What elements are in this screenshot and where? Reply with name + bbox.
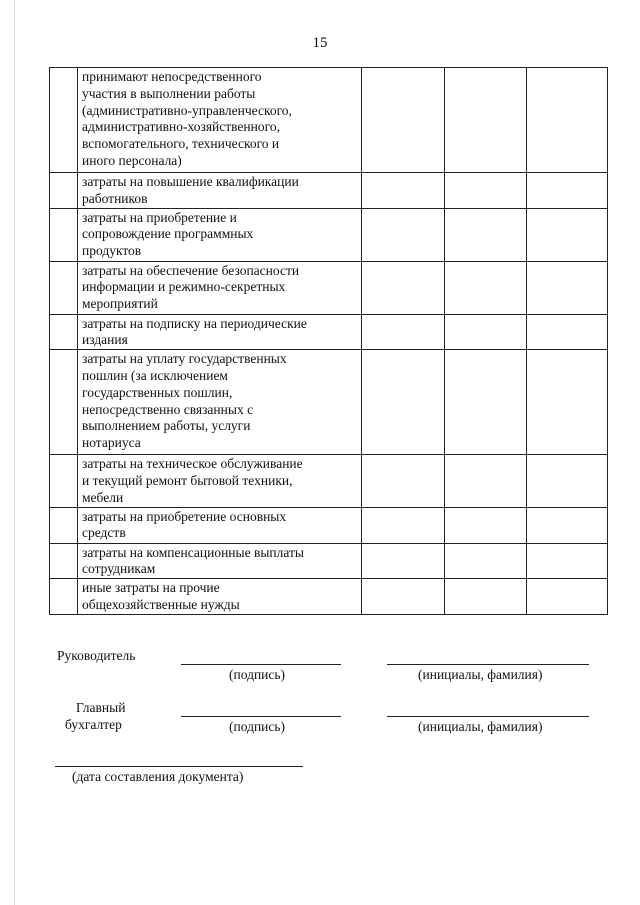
value-cell-2 (445, 68, 527, 173)
value-cell-2 (445, 314, 527, 350)
value-cell-2 (445, 543, 527, 579)
value-cell-1 (362, 507, 445, 543)
row-number-cell (50, 314, 78, 350)
row-label-cell (78, 208, 362, 261)
row-label: затраты на приобретение и сопровождение программных продуктов (82, 209, 254, 259)
value-cell-1 (362, 350, 445, 455)
head-signature-line (181, 664, 341, 665)
value-cell-3 (527, 314, 608, 350)
value-cell-2 (445, 173, 527, 209)
value-cell-2 (445, 261, 527, 314)
value-cell-2 (445, 208, 527, 261)
table-row (50, 173, 608, 209)
value-cell-1 (362, 543, 445, 579)
row-label: затраты на подписку на периодические издания (82, 315, 307, 348)
value-cell-1 (362, 68, 445, 173)
row-label-cell (78, 350, 362, 455)
table-row (50, 455, 608, 507)
value-cell-2 (445, 507, 527, 543)
value-cell-1 (362, 173, 445, 209)
value-cell-1 (362, 579, 445, 615)
accountant-initials-line (387, 716, 589, 717)
date-line (55, 766, 303, 767)
row-label: принимают непосредственного участия в выполнении работы (административно-управленческого, административно-хозяйственного, вспомогательного, технического и иного персонала) (82, 69, 292, 168)
page-number: 15 (312, 35, 328, 51)
row-label: затраты на компенсационные выплаты сотрудникам (82, 544, 304, 577)
row-number-cell (50, 455, 78, 507)
table-row (50, 579, 608, 615)
value-cell-1 (362, 314, 445, 350)
date-hint: (дата составления документа) (72, 769, 244, 784)
table-row (50, 208, 608, 261)
head-initials-hint: (инициалы, фамилия) (418, 667, 543, 682)
row-number-cell (50, 68, 78, 173)
value-cell-3 (527, 350, 608, 455)
value-cell-3 (527, 455, 608, 507)
row-number-cell (50, 507, 78, 543)
value-cell-3 (527, 173, 608, 209)
table-row (50, 543, 608, 579)
row-label-cell (78, 507, 362, 543)
page-edge (14, 0, 15, 905)
row-label: иные затраты на прочие общехозяйственные нужды (82, 580, 240, 612)
row-label-cell (78, 261, 362, 314)
costs-table (49, 67, 608, 615)
accountant-signature-hint: (подпись) (229, 719, 286, 734)
accountant-initials-hint: (инициалы, фамилия) (418, 719, 543, 734)
value-cell-2 (445, 579, 527, 615)
table-row (50, 314, 608, 350)
value-cell-2 (445, 455, 527, 507)
row-number-cell (50, 543, 78, 579)
row-number-cell (50, 261, 78, 314)
row-number-cell (50, 208, 78, 261)
row-label-cell (78, 543, 362, 579)
value-cell-2 (445, 350, 527, 455)
value-cell-3 (527, 68, 608, 173)
value-cell-3 (527, 543, 608, 579)
value-cell-3 (527, 261, 608, 314)
row-label: затраты на повышение квалификации работников (82, 174, 299, 206)
value-cell-1 (362, 455, 445, 507)
head-signature-hint: (подпись) (229, 667, 286, 682)
head-label: Руководитель (57, 648, 136, 663)
table-row (50, 350, 608, 455)
value-cell-1 (362, 208, 445, 261)
value-cell-3 (527, 208, 608, 261)
value-cell-1 (362, 261, 445, 314)
head-initials-line (387, 664, 589, 665)
table-row (50, 68, 608, 173)
value-cell-3 (527, 579, 608, 615)
row-label: затраты на приобретение основных средств (82, 508, 287, 541)
accountant-label-line1: Главный (76, 700, 126, 715)
row-label: затраты на техническое обслуживание и текущий ремонт бытовой техники, мебели (82, 456, 303, 505)
row-label: затраты на обеспечение безопасности информации и режимно-секретных мероприятий (82, 262, 300, 312)
row-label: затраты на уплату государственных пошлин (за исключением государственных пошлин, непосредственно связанных с выполнением работы, услуги нотариуса (82, 351, 287, 451)
row-label-cell (78, 68, 362, 173)
row-label-cell (78, 314, 362, 350)
value-cell-3 (527, 507, 608, 543)
accountant-label-line2: бухгалтер (65, 717, 122, 732)
row-number-cell (50, 350, 78, 455)
table-row (50, 261, 608, 314)
row-number-cell (50, 173, 78, 209)
row-label-cell (78, 455, 362, 507)
table-row (50, 507, 608, 543)
row-label-cell (78, 579, 362, 615)
row-number-cell (50, 579, 78, 615)
row-label-cell (78, 173, 362, 209)
accountant-signature-line (181, 716, 341, 717)
